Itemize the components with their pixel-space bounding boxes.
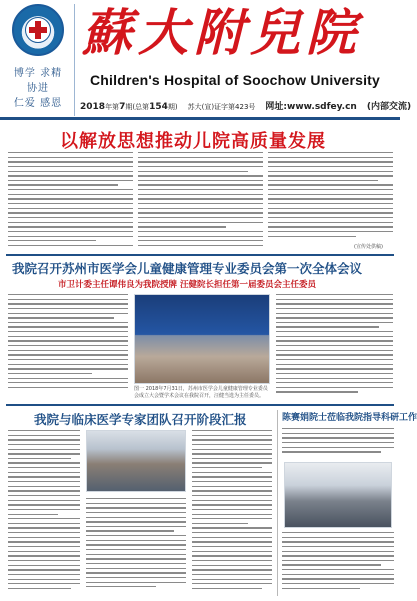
conference-photo [134,294,270,384]
lead-column-3 [268,152,393,242]
motto-line-3: 仁爱 感恩 [13,98,63,109]
web-label: 网址: [265,102,288,112]
issue-suffix: 期(总第 [125,103,150,111]
registration-number: 苏大(宣)证字第423号 [187,103,256,111]
column-divider [277,410,278,596]
logo-cross-bar [29,27,47,33]
thanks-column-bottom [282,532,394,596]
conference-column-1 [8,294,128,394]
internal-note: (内部交流) [366,102,412,112]
website: www.sdfey.cn [287,102,357,112]
thanks-photo [284,462,392,528]
thanks-column-top [282,428,394,458]
report-column-3 [192,430,272,596]
report-photo [86,430,186,492]
report-column-1 [8,430,80,596]
hospital-motto [4,66,72,111]
motto-line-2: 协进 [27,83,49,94]
conference-caption: 图一 2018年7月31日，苏州市医学会儿童健康管理专业委员会成立大会暨学术会议在我院召开，汪健当选为主任委员。 [134,386,268,399]
issue-number: 7 [119,102,126,112]
conference-subheadline: 市卫计委主任谭伟良为我院授牌 汪健院长担任第一届委员会主任委员 [58,280,316,290]
masthead [0,0,412,122]
masthead-rule [0,117,400,120]
motto-line-1: 博学 求精 [13,68,63,79]
thanks-headline: 陈赛娟院士莅临我院指导科研工作 [282,413,417,423]
newspaper-title-cn: 蘇大附兒院 [82,3,362,62]
masthead-divider [74,4,75,116]
issue-label: 年第 [105,103,120,111]
section-rule-2 [6,404,394,406]
issue-info [80,99,412,115]
lead-headline: 以解放思想推动儿院高质量发展 [60,131,326,152]
conference-column-3 [276,294,393,400]
lead-column-1 [8,152,133,250]
issue-total: 154 [149,102,168,112]
conference-headline: 我院召开苏州市医学会儿童健康管理专业委员会第一次全体会议 [12,261,363,276]
hospital-logo [12,4,64,56]
report-column-2 [86,498,186,596]
lead-column-2 [138,152,263,250]
lead-editor: (宣传处供稿) [354,244,383,250]
report-headline: 我院与临床医学专家团队召开阶段汇报 [34,412,247,427]
issue-year: 2018 [80,102,106,112]
newspaper-title-en: Children's Hospital of Soochow University [90,72,381,88]
issue-end: 期) [167,103,178,111]
section-rule-1 [6,254,394,256]
